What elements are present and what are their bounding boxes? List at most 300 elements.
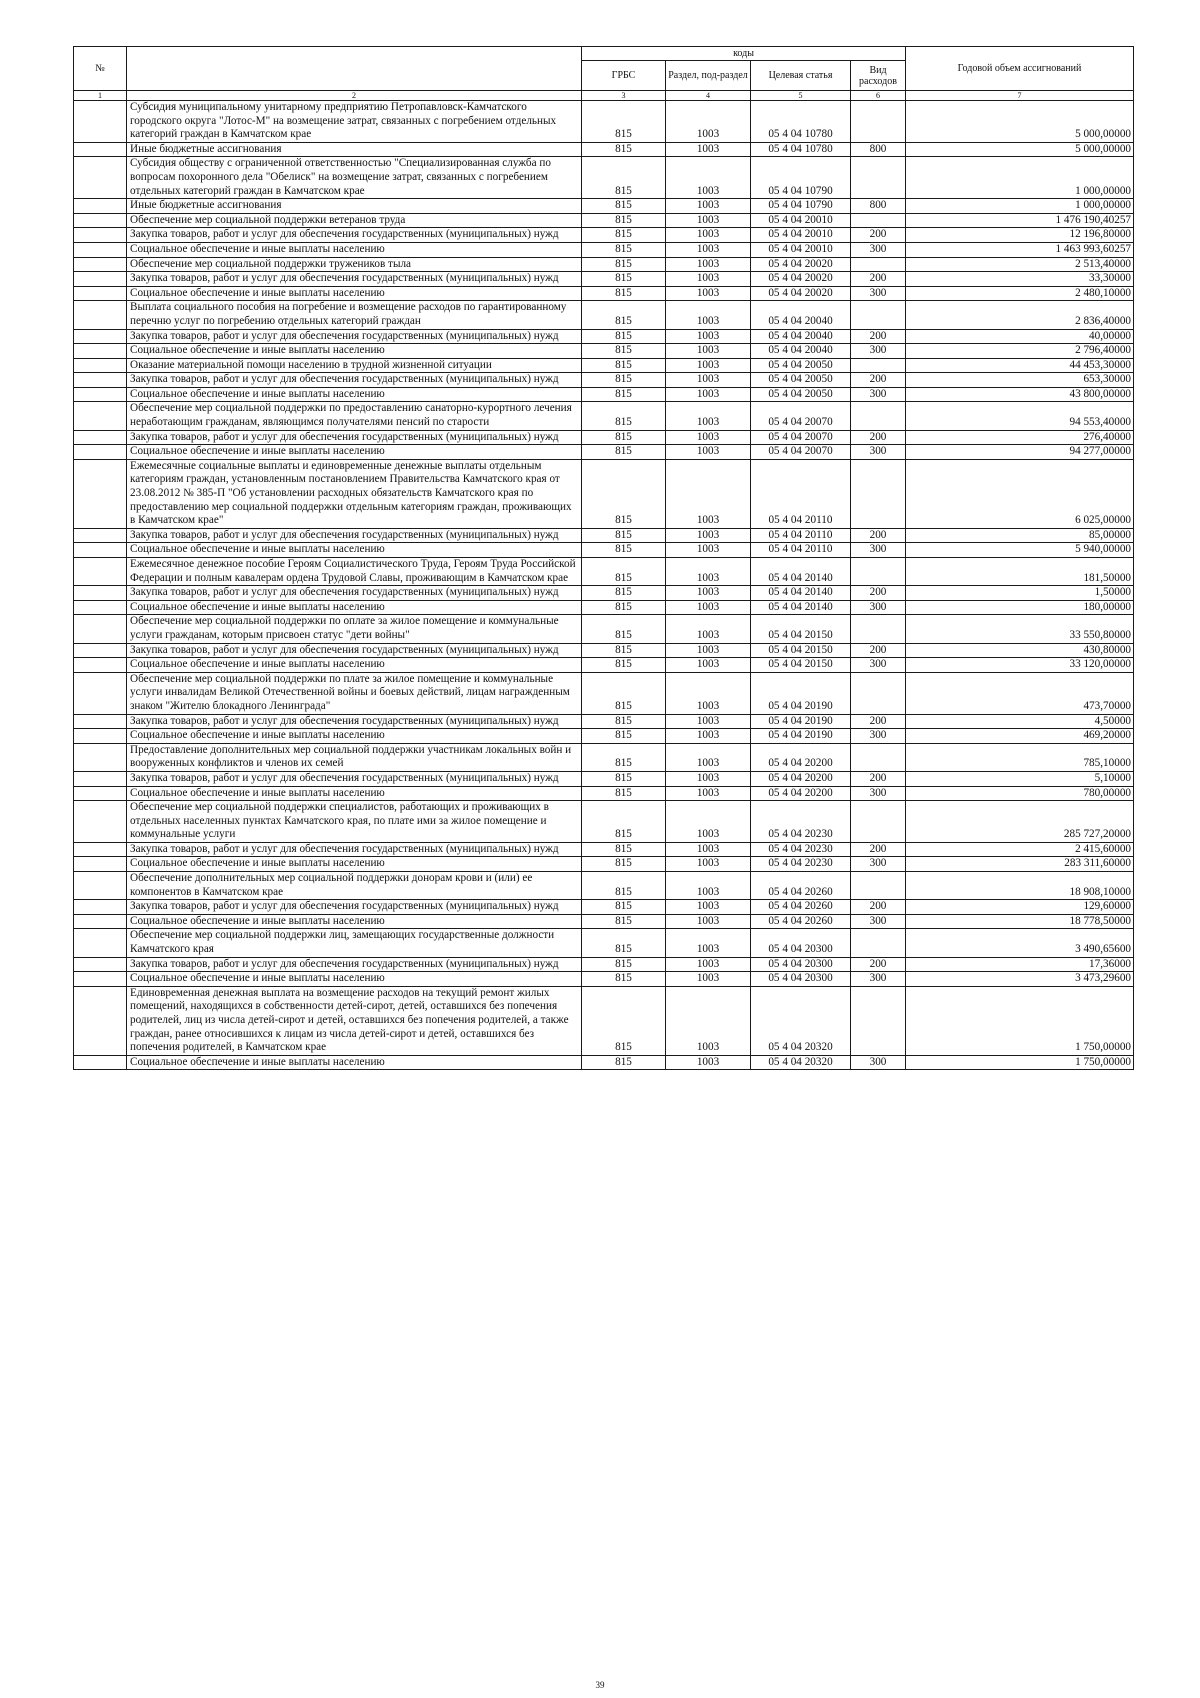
row-target: 05 4 04 20020 (751, 257, 851, 272)
row-grbs: 815 (582, 101, 666, 143)
table-row (74, 672, 1134, 714)
row-target: 05 4 04 20200 (751, 786, 851, 801)
row-name: Социальное обеспечение и иные выплаты населению (127, 658, 582, 673)
row-expense-type: 300 (851, 543, 906, 558)
row-target: 05 4 04 20140 (751, 586, 851, 601)
row-amount: 18 778,50000 (906, 914, 1134, 929)
row-grbs: 815 (582, 358, 666, 373)
row-section: 1003 (666, 101, 751, 143)
row-grbs: 815 (582, 242, 666, 257)
row-expense-type: 200 (851, 957, 906, 972)
row-grbs: 815 (582, 329, 666, 344)
row-number (74, 358, 127, 373)
row-amount: 473,70000 (906, 672, 1134, 714)
row-target: 05 4 04 20200 (751, 771, 851, 786)
table-row (74, 986, 1134, 1055)
row-amount: 4,50000 (906, 714, 1134, 729)
row-grbs: 815 (582, 301, 666, 329)
row-target: 05 4 04 20050 (751, 373, 851, 388)
row-name: Обеспечение мер социальной поддержки по оплате за жилое помещение и коммунальные услуги гражданам, которым присвоен статус "дети войны" (127, 615, 582, 643)
row-amount: 40,00000 (906, 329, 1134, 344)
table-row (74, 658, 1134, 673)
row-grbs: 815 (582, 272, 666, 287)
row-number (74, 373, 127, 388)
row-expense-type: 300 (851, 387, 906, 402)
row-amount: 430,80000 (906, 643, 1134, 658)
row-grbs: 815 (582, 729, 666, 744)
row-amount: 18 908,10000 (906, 872, 1134, 900)
row-number (74, 801, 127, 843)
row-name: Обеспечение мер социальной поддержки специалистов, работающих и проживающих в отдельных населенных пунктах Камчатского края, по плате ими за жилое помещение и коммунальные услуги (127, 801, 582, 843)
row-grbs: 815 (582, 929, 666, 957)
row-number (74, 714, 127, 729)
row-section: 1003 (666, 957, 751, 972)
header-codes: коды (582, 47, 906, 61)
row-grbs: 815 (582, 558, 666, 586)
row-number (74, 387, 127, 402)
row-number (74, 743, 127, 771)
row-number (74, 430, 127, 445)
row-amount: 283 311,60000 (906, 857, 1134, 872)
col-number: 3 (582, 91, 666, 101)
col-number: 5 (751, 91, 851, 101)
row-number (74, 586, 127, 601)
table-row (74, 445, 1134, 460)
row-expense-type (851, 157, 906, 199)
row-expense-type: 300 (851, 286, 906, 301)
table-row (74, 914, 1134, 929)
row-name: Закупка товаров, работ и услуг для обеспечения государственных (муниципальных) нужд (127, 528, 582, 543)
row-target: 05 4 04 20040 (751, 329, 851, 344)
row-section: 1003 (666, 743, 751, 771)
header-expense-type: Вид расходов (851, 61, 906, 91)
row-section: 1003 (666, 986, 751, 1055)
row-expense-type (851, 459, 906, 528)
row-name: Закупка товаров, работ и услуг для обеспечения государственных (муниципальных) нужд (127, 329, 582, 344)
row-amount: 780,00000 (906, 786, 1134, 801)
row-target: 05 4 04 20150 (751, 643, 851, 658)
row-section: 1003 (666, 801, 751, 843)
row-amount: 94 553,40000 (906, 402, 1134, 430)
row-expense-type: 200 (851, 228, 906, 243)
row-expense-type (851, 358, 906, 373)
row-grbs: 815 (582, 402, 666, 430)
table-row (74, 586, 1134, 601)
row-number (74, 600, 127, 615)
table-row (74, 714, 1134, 729)
row-expense-type (851, 986, 906, 1055)
header-section: Раздел, под-раздел (666, 61, 751, 91)
row-number (74, 301, 127, 329)
row-number (74, 957, 127, 972)
table-row (74, 272, 1134, 287)
row-section: 1003 (666, 558, 751, 586)
row-amount: 276,40000 (906, 430, 1134, 445)
row-name: Социальное обеспечение и иные выплаты населению (127, 729, 582, 744)
table-row (74, 872, 1134, 900)
row-number (74, 257, 127, 272)
row-target: 05 4 04 20110 (751, 543, 851, 558)
row-name: Закупка товаров, работ и услуг для обеспечения государственных (муниципальных) нужд (127, 714, 582, 729)
row-expense-type: 200 (851, 643, 906, 658)
table-row (74, 900, 1134, 915)
row-name: Социальное обеспечение и иные выплаты населению (127, 857, 582, 872)
row-number (74, 643, 127, 658)
row-grbs: 815 (582, 286, 666, 301)
table-row (74, 213, 1134, 228)
row-expense-type: 200 (851, 714, 906, 729)
row-section: 1003 (666, 430, 751, 445)
table-body (74, 101, 1134, 1070)
row-name: Иные бюджетные ассигнования (127, 142, 582, 157)
row-expense-type: 800 (851, 199, 906, 214)
row-name: Обеспечение мер социальной поддержки лиц, замещающих государственные должности Камчатского края (127, 929, 582, 957)
row-name: Обеспечение мер социальной поддержки по предоставлению санаторно-курортного лечения неработающим гражданам, являющимся получателями пенсий по старости (127, 402, 582, 430)
row-name: Социальное обеспечение и иные выплаты населению (127, 600, 582, 615)
row-section: 1003 (666, 857, 751, 872)
row-grbs: 815 (582, 900, 666, 915)
row-amount: 5,10000 (906, 771, 1134, 786)
row-section: 1003 (666, 301, 751, 329)
row-target: 05 4 04 20300 (751, 957, 851, 972)
row-section: 1003 (666, 615, 751, 643)
table-row (74, 430, 1134, 445)
row-target: 05 4 04 20040 (751, 344, 851, 359)
row-section: 1003 (666, 402, 751, 430)
row-name: Социальное обеспечение и иные выплаты населению (127, 286, 582, 301)
page-number: 39 (595, 1680, 605, 1690)
row-grbs: 815 (582, 658, 666, 673)
row-name: Субсидия обществу с ограниченной ответственностью "Специализированная служба по вопросам похоронного дела "Обелиск" на возмещение затрат, связанных с погребением отдельных категорий граждан в Камчатском крае (127, 157, 582, 199)
row-target: 05 4 04 10780 (751, 101, 851, 143)
row-name: Субсидия муниципальному унитарному предприятию Петропавловск-Камчатского городского округа "Лотос-М" на возмещение затрат, связанных с погребением отдельных категорий граждан в Камчатском крае (127, 101, 582, 143)
col-number: 4 (666, 91, 751, 101)
table-row (74, 402, 1134, 430)
row-amount: 129,60000 (906, 900, 1134, 915)
row-section: 1003 (666, 914, 751, 929)
row-section: 1003 (666, 272, 751, 287)
row-target: 05 4 04 20070 (751, 445, 851, 460)
row-grbs: 815 (582, 543, 666, 558)
row-grbs: 815 (582, 157, 666, 199)
row-expense-type (851, 743, 906, 771)
row-amount: 6 025,00000 (906, 459, 1134, 528)
table-row (74, 786, 1134, 801)
row-grbs: 815 (582, 643, 666, 658)
row-target: 05 4 04 20190 (751, 672, 851, 714)
row-name: Обеспечение мер социальной поддержки ветеранов труда (127, 213, 582, 228)
row-expense-type: 300 (851, 445, 906, 460)
row-target: 05 4 04 20110 (751, 528, 851, 543)
row-amount: 85,00000 (906, 528, 1134, 543)
row-name: Социальное обеспечение и иные выплаты населению (127, 914, 582, 929)
row-section: 1003 (666, 771, 751, 786)
row-number (74, 402, 127, 430)
row-amount: 5 940,00000 (906, 543, 1134, 558)
row-name: Закупка товаров, работ и услуг для обеспечения государственных (муниципальных) нужд (127, 771, 582, 786)
row-section: 1003 (666, 329, 751, 344)
row-number (74, 729, 127, 744)
row-grbs: 815 (582, 672, 666, 714)
row-amount: 94 277,00000 (906, 445, 1134, 460)
row-section: 1003 (666, 672, 751, 714)
row-amount: 43 800,00000 (906, 387, 1134, 402)
row-section: 1003 (666, 373, 751, 388)
row-number (74, 329, 127, 344)
row-amount: 33 550,80000 (906, 615, 1134, 643)
row-amount: 2 836,40000 (906, 301, 1134, 329)
row-expense-type: 200 (851, 373, 906, 388)
row-grbs: 815 (582, 801, 666, 843)
row-name: Социальное обеспечение и иные выплаты населению (127, 344, 582, 359)
row-target: 05 4 04 20070 (751, 402, 851, 430)
row-number (74, 771, 127, 786)
header-target: Целевая статья (751, 61, 851, 91)
row-name: Ежемесячные социальные выплаты и единовременные денежные выплаты отдельным категориям граждан, установленным постановлением Правительства Камчатского края от 23.08.2012 № 385-П "Об установлении расходных обязательств Камчатского края по предоставлению мер социальной поддержки отдельным категориям граждан, проживающих в Камчатском крае" (127, 459, 582, 528)
row-number (74, 228, 127, 243)
row-section: 1003 (666, 543, 751, 558)
row-number (74, 986, 127, 1055)
row-grbs: 815 (582, 972, 666, 987)
row-grbs: 815 (582, 199, 666, 214)
row-amount: 3 490,65600 (906, 929, 1134, 957)
row-grbs: 815 (582, 986, 666, 1055)
table-row (74, 199, 1134, 214)
row-target: 05 4 04 10780 (751, 142, 851, 157)
row-expense-type (851, 872, 906, 900)
row-grbs: 815 (582, 600, 666, 615)
row-number (74, 445, 127, 460)
table-row (74, 729, 1134, 744)
table-row (74, 743, 1134, 771)
row-section: 1003 (666, 459, 751, 528)
row-target: 05 4 04 20320 (751, 1055, 851, 1070)
row-name: Социальное обеспечение и иные выплаты населению (127, 445, 582, 460)
table-row (74, 373, 1134, 388)
row-target: 05 4 04 10790 (751, 157, 851, 199)
row-section: 1003 (666, 445, 751, 460)
row-number (74, 786, 127, 801)
row-section: 1003 (666, 213, 751, 228)
row-expense-type (851, 402, 906, 430)
row-section: 1003 (666, 199, 751, 214)
row-target: 05 4 04 20020 (751, 272, 851, 287)
row-section: 1003 (666, 586, 751, 601)
row-amount: 285 727,20000 (906, 801, 1134, 843)
row-expense-type: 300 (851, 972, 906, 987)
row-expense-type (851, 672, 906, 714)
row-number (74, 101, 127, 143)
row-expense-type (851, 615, 906, 643)
header-grbs: ГРБС (582, 61, 666, 91)
row-expense-type: 200 (851, 900, 906, 915)
row-name: Социальное обеспечение и иные выплаты населению (127, 1055, 582, 1070)
table-row (74, 842, 1134, 857)
header-name (127, 47, 582, 91)
row-name: Обеспечение мер социальной поддержки по плате за жилое помещение и коммунальные услуги инвалидам Великой Отечественной войны и боевых действий, лицам награжденным знаком "Жителю блокадного Ленинграда" (127, 672, 582, 714)
row-target: 05 4 04 20070 (751, 430, 851, 445)
row-name: Закупка товаров, работ и услуг для обеспечения государственных (муниципальных) нужд (127, 842, 582, 857)
row-number (74, 872, 127, 900)
row-amount: 469,20000 (906, 729, 1134, 744)
row-grbs: 815 (582, 373, 666, 388)
row-section: 1003 (666, 658, 751, 673)
row-section: 1003 (666, 872, 751, 900)
table-row (74, 344, 1134, 359)
row-grbs: 815 (582, 586, 666, 601)
col-number: 1 (74, 91, 127, 101)
table-row (74, 257, 1134, 272)
row-number (74, 286, 127, 301)
row-expense-type: 800 (851, 142, 906, 157)
row-section: 1003 (666, 786, 751, 801)
row-number (74, 672, 127, 714)
table-row (74, 228, 1134, 243)
row-number (74, 142, 127, 157)
row-number (74, 543, 127, 558)
row-amount: 33 120,00000 (906, 658, 1134, 673)
row-expense-type (851, 301, 906, 329)
row-section: 1003 (666, 972, 751, 987)
row-number (74, 929, 127, 957)
row-grbs: 815 (582, 257, 666, 272)
row-expense-type: 200 (851, 430, 906, 445)
row-number (74, 213, 127, 228)
row-grbs: 815 (582, 387, 666, 402)
row-target: 05 4 04 20230 (751, 842, 851, 857)
row-section: 1003 (666, 242, 751, 257)
row-amount: 1 476 190,40257 (906, 213, 1134, 228)
table-row (74, 543, 1134, 558)
row-target: 05 4 04 20190 (751, 729, 851, 744)
row-section: 1003 (666, 900, 751, 915)
row-name: Закупка товаров, работ и услуг для обеспечения государственных (муниципальных) нужд (127, 643, 582, 658)
table-row (74, 329, 1134, 344)
row-section: 1003 (666, 1055, 751, 1070)
table-row (74, 301, 1134, 329)
row-expense-type: 300 (851, 729, 906, 744)
budget-table (73, 46, 1134, 1070)
row-grbs: 815 (582, 445, 666, 460)
row-target: 05 4 04 20010 (751, 228, 851, 243)
row-amount: 2 513,40000 (906, 257, 1134, 272)
row-amount: 2 480,10000 (906, 286, 1134, 301)
row-amount: 44 453,30000 (906, 358, 1134, 373)
row-grbs: 815 (582, 872, 666, 900)
row-grbs: 815 (582, 957, 666, 972)
row-section: 1003 (666, 528, 751, 543)
row-amount: 33,30000 (906, 272, 1134, 287)
row-number (74, 199, 127, 214)
table-row (74, 615, 1134, 643)
table-row (74, 142, 1134, 157)
row-target: 05 4 04 20040 (751, 301, 851, 329)
header-no: № (74, 47, 127, 91)
row-name: Социальное обеспечение и иные выплаты населению (127, 543, 582, 558)
row-section: 1003 (666, 714, 751, 729)
row-grbs: 815 (582, 615, 666, 643)
row-target: 05 4 04 20260 (751, 900, 851, 915)
row-grbs: 815 (582, 786, 666, 801)
row-target: 05 4 04 20190 (751, 714, 851, 729)
row-expense-type: 300 (851, 786, 906, 801)
row-amount: 5 000,00000 (906, 101, 1134, 143)
row-section: 1003 (666, 842, 751, 857)
row-section: 1003 (666, 142, 751, 157)
row-target: 05 4 04 20140 (751, 558, 851, 586)
row-amount: 785,10000 (906, 743, 1134, 771)
row-section: 1003 (666, 228, 751, 243)
table-row (74, 558, 1134, 586)
col-number: 2 (127, 91, 582, 101)
row-number (74, 900, 127, 915)
row-amount: 181,50000 (906, 558, 1134, 586)
table-row (74, 857, 1134, 872)
row-target: 05 4 04 20300 (751, 929, 851, 957)
row-grbs: 815 (582, 743, 666, 771)
row-expense-type: 200 (851, 272, 906, 287)
table-row (74, 242, 1134, 257)
row-grbs: 815 (582, 344, 666, 359)
row-expense-type (851, 101, 906, 143)
row-target: 05 4 04 20010 (751, 242, 851, 257)
row-target: 05 4 04 20150 (751, 615, 851, 643)
row-name: Оказание материальной помощи населению в трудной жизненной ситуации (127, 358, 582, 373)
row-grbs: 815 (582, 459, 666, 528)
table-row (74, 957, 1134, 972)
row-number (74, 459, 127, 528)
row-name: Ежемесячное денежное пособие Героям Социалистического Труда, Героям Труда Российской Федерации и полным кавалерам ордена Трудовой Славы, проживающим в Камчатском крае (127, 558, 582, 586)
col-number: 6 (851, 91, 906, 101)
row-expense-type (851, 929, 906, 957)
row-number (74, 914, 127, 929)
row-grbs: 815 (582, 213, 666, 228)
table-row (74, 358, 1134, 373)
row-grbs: 815 (582, 1055, 666, 1070)
row-number (74, 972, 127, 987)
row-name: Закупка товаров, работ и услуг для обеспечения государственных (муниципальных) нужд (127, 900, 582, 915)
table-row (74, 643, 1134, 658)
table-row (74, 286, 1134, 301)
row-amount: 1 750,00000 (906, 986, 1134, 1055)
row-target: 05 4 04 20230 (751, 801, 851, 843)
row-number (74, 658, 127, 673)
col-number: 7 (906, 91, 1134, 101)
row-name: Социальное обеспечение и иные выплаты населению (127, 242, 582, 257)
row-section: 1003 (666, 600, 751, 615)
row-name: Закупка товаров, работ и услуг для обеспечения государственных (муниципальных) нужд (127, 373, 582, 388)
row-expense-type: 300 (851, 344, 906, 359)
row-section: 1003 (666, 257, 751, 272)
row-section: 1003 (666, 344, 751, 359)
row-name: Социальное обеспечение и иные выплаты населению (127, 972, 582, 987)
row-amount: 653,30000 (906, 373, 1134, 388)
row-section: 1003 (666, 643, 751, 658)
row-expense-type (851, 213, 906, 228)
row-grbs: 815 (582, 857, 666, 872)
row-name: Закупка товаров, работ и услуг для обеспечения государственных (муниципальных) нужд (127, 272, 582, 287)
row-target: 05 4 04 20300 (751, 972, 851, 987)
row-name: Закупка товаров, работ и услуг для обеспечения государственных (муниципальных) нужд (127, 586, 582, 601)
row-target: 05 4 04 20320 (751, 986, 851, 1055)
row-amount: 17,36000 (906, 957, 1134, 972)
row-expense-type (851, 801, 906, 843)
row-amount: 1,50000 (906, 586, 1134, 601)
row-amount: 1 463 993,60257 (906, 242, 1134, 257)
row-expense-type: 200 (851, 842, 906, 857)
row-name: Предоставление дополнительных мер социальной поддержки участникам локальных войн и вооруженных конфликтов и членов их семей (127, 743, 582, 771)
row-expense-type: 200 (851, 528, 906, 543)
